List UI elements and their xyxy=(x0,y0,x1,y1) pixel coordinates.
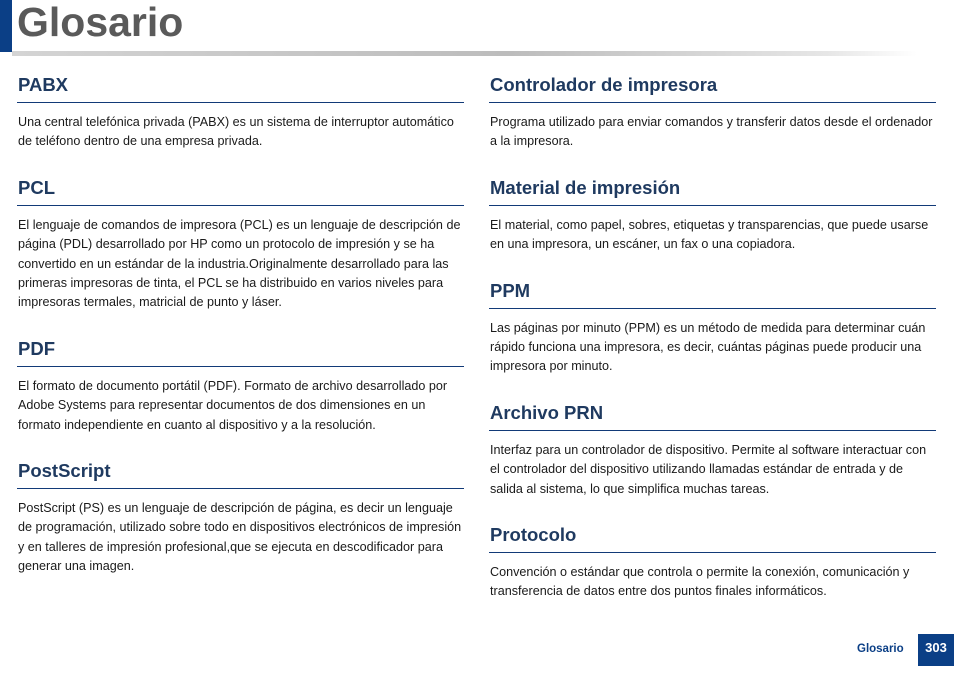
title-divider xyxy=(12,51,917,56)
glossary-entry-pdf xyxy=(17,337,464,435)
glossary-entry-ppm xyxy=(489,279,936,377)
glossary-definition: Convención o estándar que controla o permite la conexión, comunicación y transferencia de datos entre dos puntos finales informáticos. xyxy=(490,565,910,599)
glossary-definition: El lenguaje de comandos de impresora (PCL) es un lenguaje de descripción de página (PDL) desarrollado por HP como un protocolo de impresión y se ha convertido en un estándar de la industria.Originalmente desarrollado para las primeras impresoras de tinta, el PCL se ha distribuido en varios niveles para impresoras termales, matricial de punto y láser. xyxy=(18,217,461,310)
glossary-entry-pcl xyxy=(17,176,464,313)
glossary-entry-controlador-de-impresora xyxy=(489,73,936,152)
glossary-entry-archivo-prn xyxy=(489,401,936,499)
glossary-entry-material-de-impresion xyxy=(489,176,936,255)
title-accent-bar xyxy=(0,0,12,52)
glossary-definition: Una central telefónica privada (PABX) es un sistema de interruptor automático de teléfono dentro de una empresa privada. xyxy=(18,115,454,149)
glossary-term: PCL xyxy=(17,176,464,206)
glossary-definition: El material, como papel, sobres, etiquetas y transparencias, que puede usarse en una impresora, un escáner, un fax o una copiadora. xyxy=(490,217,929,252)
glossary-entry-protocolo xyxy=(489,523,936,602)
page-title: Glosario xyxy=(17,0,184,45)
page-number-badge: 303 xyxy=(918,634,954,666)
glossary-term: Protocolo xyxy=(489,523,936,553)
glossary-right-column xyxy=(489,73,936,602)
glossary-term: PDF xyxy=(17,337,464,367)
glossary-term: PostScript xyxy=(17,459,464,489)
glossary-definition: Interfaz para un controlador de dispositivo. Permite al software interactuar con el controlador del dispositivo utilizando llamadas estándar de entrada y de salida al sistema, lo que simplifica muchas tareas. xyxy=(490,442,927,496)
footer-section-label: Glosario xyxy=(857,643,904,655)
glossary-entry-pabx xyxy=(17,73,464,152)
glossary-definition: Las páginas por minuto (PPM) es un método de medida para determinar cuán rápido funciona una impresora, es decir, cuántas páginas puede producir una impresora por minuto. xyxy=(490,320,926,374)
glossary-entry-postscript xyxy=(17,459,464,577)
glossary-definition: El formato de documento portátil (PDF). Formato de archivo desarrollado por Adobe Systems para representar documentos de dos dimensiones en un formato independiente en cuanto al dispositivo y a la resolución. xyxy=(18,378,448,432)
glossary-definition: PostScript (PS) es un lenguaje de descripción de página, es decir un lenguaje de programación, utilizado sobre todo en dispositivos electrónicos de impresión y en talleres de impresión profesional,que se ejecuta en descodificador para generar una imagen. xyxy=(18,501,462,574)
glossary-term: PPM xyxy=(489,279,936,309)
glossary-term: Material de impresión xyxy=(489,176,936,206)
glossary-definition: Programa utilizado para enviar comandos y transferir datos desde el ordenador a la impresora. xyxy=(490,115,933,149)
glossary-term: Archivo PRN xyxy=(489,401,936,431)
glossary-left-column xyxy=(17,73,464,577)
glossary-term: Controlador de impresora xyxy=(489,73,936,103)
glossary-term: PABX xyxy=(17,73,464,103)
